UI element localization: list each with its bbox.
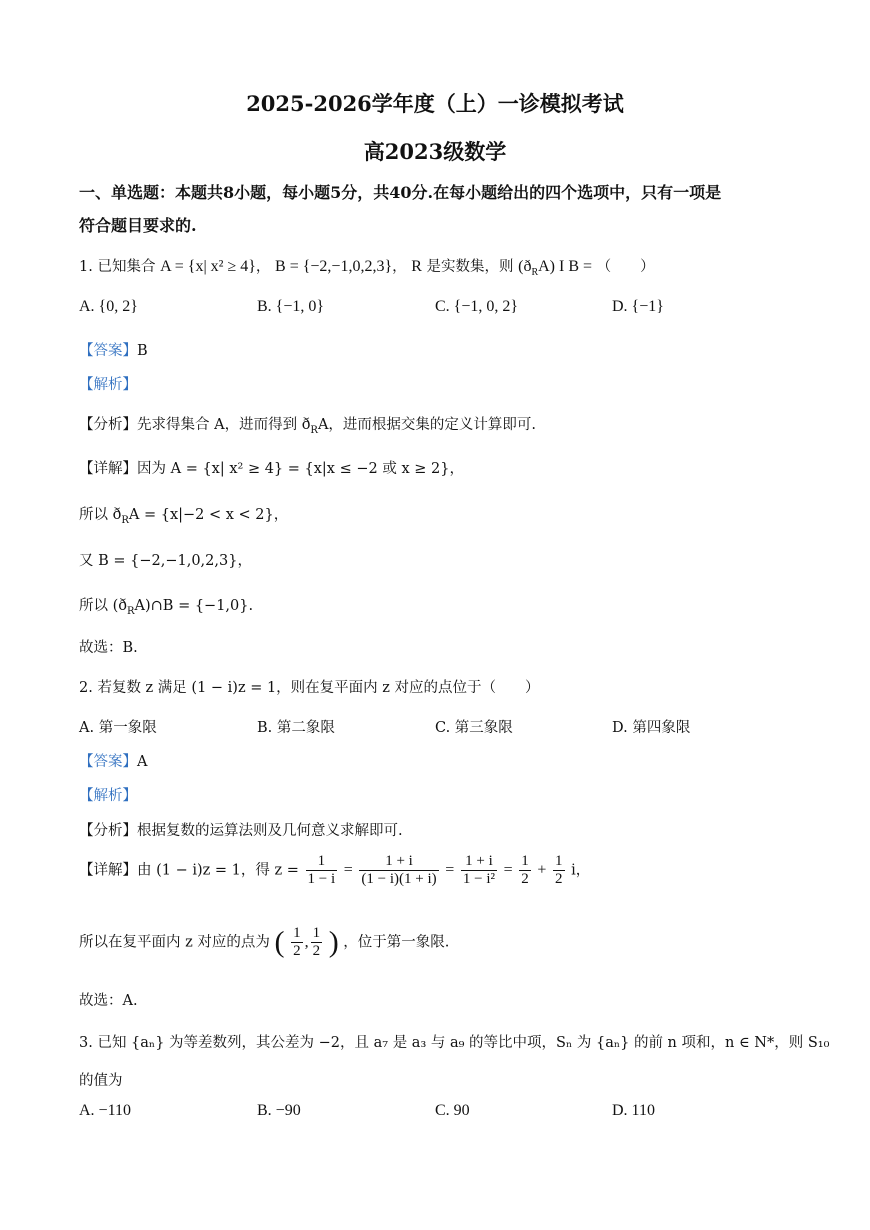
q2-option-a: A. 第一象限: [79, 720, 157, 736]
q2-analysis-tag: 【解析】: [79, 788, 137, 804]
q3-option-a: A. −110: [79, 1102, 131, 1119]
q2-option-d: D. 第四象限: [612, 720, 691, 736]
fraction: $\frac{1}{2}$: [555, 853, 563, 887]
q2-point: 所以在复平面内 z 对应的点为 ( $\frac{1}{2}$ , $\frac{1}{2}$ ) ，位于第一象限.: [79, 925, 450, 959]
q1-choose: 故选：B.: [79, 640, 138, 656]
q2-option-c: C. 第三象限: [435, 720, 513, 736]
q1-detail-2: 所以 $ð_RA = \{x|-2 < x < 2\}$，: [79, 507, 289, 526]
fraction: $\frac{1}{2}$: [293, 925, 301, 959]
q2-analysis: 【分析】根据复数的运算法则及几何意义求解即可.: [79, 823, 403, 839]
q3-stem-2: 的值为: [79, 1073, 123, 1089]
fraction: $\frac{1 + i}{(1 - i)(1 + i)}$: [361, 853, 437, 887]
exam-subtitle: 高2023级数学: [363, 139, 507, 164]
fraction: $\frac{1}{2}$: [312, 925, 321, 959]
q1-detail-3: 又 B = {−2,−1,0,2,3}，: [79, 553, 252, 569]
q1-answer: 【答案】B: [79, 343, 148, 359]
q2-option-b: B. 第二象限: [257, 720, 335, 736]
q1-option-b: B. {−1, 0}: [257, 298, 325, 315]
q1-detail-1: 【详解】因为 A = {x| x² ≥ 4} = {x|x ≤ −2 或 x ≥ 2}，: [79, 461, 464, 477]
q1-stem: 1. 已知集合 A = {x| x² ≥ 4}， B = {−2,−1,0,2,3}， R 是实数集，则 $(ð_RA)$ I B = （ ）: [79, 258, 655, 278]
q3-option-c: C. 90: [435, 1102, 470, 1119]
fraction: $\frac{1}{1 - i}$: [307, 853, 336, 887]
q1-option-a: A. {0, 2}: [79, 298, 138, 315]
q1-analysis-tag: 【解析】: [79, 377, 137, 393]
q1-option-d: D. {−1}: [612, 298, 664, 315]
q1-option-c: C. {−1, 0, 2}: [435, 298, 519, 315]
q2-choose: 故选：A.: [79, 993, 138, 1009]
q3-stem: 3. 已知 {aₙ} 为等差数列，其公差为 −2，且 a₇ 是 a₃ 与 a₉ 的等比中项，Sₙ 为 {aₙ} 的前 n 项和，n ∈ N*，则 S₁₀: [79, 1035, 830, 1051]
q3-option-d: D. 110: [612, 1102, 655, 1119]
exam-title: 2025-2026学年度（上）一诊模拟考试: [246, 91, 624, 116]
q2-stem: 2. 若复数 z 满足 (1 − i)z = 1，则在复平面内 z 对应的点位于（ ）: [79, 680, 540, 696]
q1-analysis: 【分析】先求得集合 A，进而得到 $ð_RA$，进而根据交集的定义计算即可.: [79, 417, 537, 436]
q1-detail-4: 所以 $(ð_RA)\cap B = \{-1,0\}$.: [79, 598, 254, 617]
section-instructions-line2: 符合题目要求的.: [79, 216, 197, 235]
q3-option-b: B. −90: [257, 1102, 301, 1119]
q2-detail: 【详解】由 (1 − i)z = 1，得 z = $\frac{1}{1 - i}$ = $\frac{1 + i}{(1 - i)(1 + i)}$ = $\frac{1 + i}{\text{1 − i²}}$ = $\frac{1}{2}$ + $\frac{1}{2}$ i，: [79, 853, 591, 887]
section-instructions-line1: 一、单选题：本题共8小题，每小题5分，共40分.在每小题给出的四个选项中，只有一项是: [79, 183, 722, 202]
fraction: $\frac{1 + i}{\text{1 − i²}}$: [462, 853, 496, 887]
q2-answer: 【答案】A: [79, 754, 148, 770]
fraction: $\frac{1}{2}$: [521, 853, 529, 887]
